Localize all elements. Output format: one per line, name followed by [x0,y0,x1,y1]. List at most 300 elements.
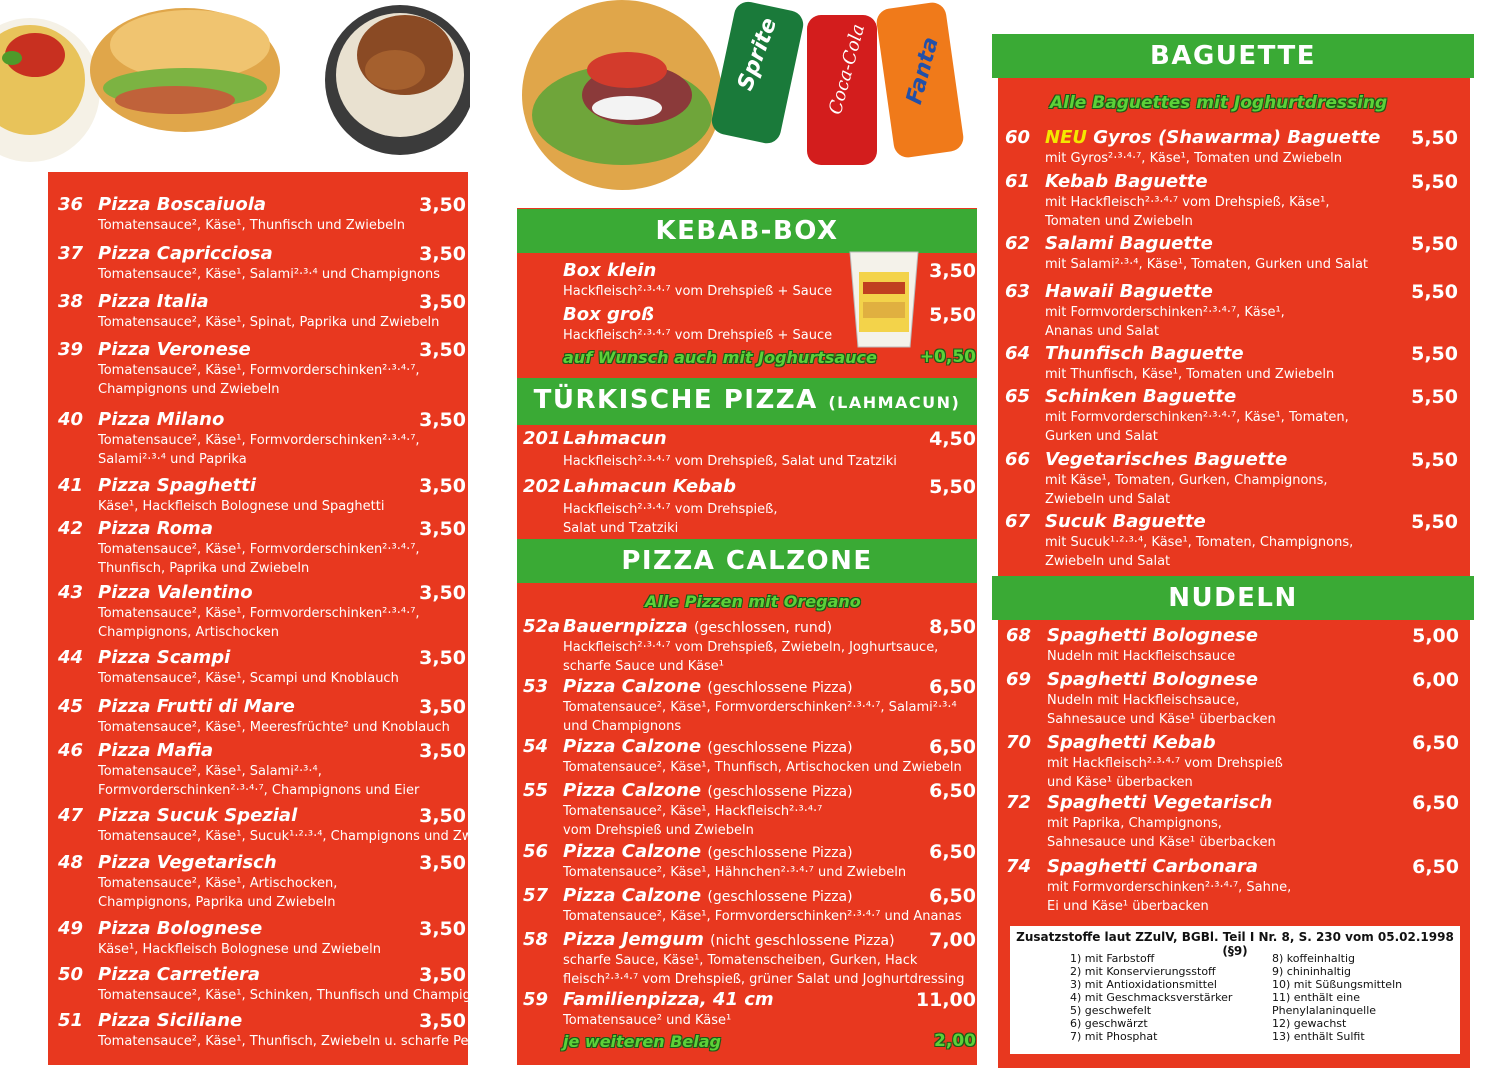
item-name: Gyros (Shawarma) Baguette [1093,127,1381,148]
item-number: 53 [523,676,549,697]
description-line: mit Käse¹, Tomaten, Gurken, Champignons, [1045,473,1328,488]
item-price: 3,50 [419,696,466,718]
item-number: 64 [1005,343,1031,364]
calzone-extra-price: 2,00 [934,1031,976,1051]
additive-entry: 5) geschwefelt [1070,1004,1152,1017]
description-line: Tomatensauce², Käse¹, Thunfisch, Artischocken und Zwiebeln [563,760,962,775]
description-line: Salami²·³·⁴ und Paprika [98,452,247,467]
item-name-wrap [1045,127,1380,148]
item-number: 69 [1006,669,1032,690]
item-name: Pizza Calzone [563,736,702,757]
item-name-wrap [98,291,209,312]
item-name: Pizza Frutti di Mare [98,696,295,717]
additive-entry: 9) chininhaltig [1272,965,1351,978]
description-line: Hackfleisch²·³·⁴·⁷ vom Drehspieß, [563,502,778,517]
item-number: 42 [58,518,84,539]
item-name: Familienpizza, 41 cm [563,989,774,1010]
item-price: 5,50 [929,476,976,498]
item-number: 74 [1006,856,1032,877]
description-line: und Käse¹ überbacken [1047,775,1193,790]
item-name: Salami Baguette [1045,233,1213,254]
item-name: Vegetarisches Baguette [1045,449,1288,470]
item-number: 47 [58,805,84,826]
item-name: Thunfisch Baguette [1045,343,1244,364]
item-description [563,802,822,840]
additives-right-list [1272,952,1402,1043]
description-line: mit Formvorderschinken²·³·⁴·⁷, Käse¹, [1045,305,1285,320]
item-name-wrap [1045,281,1213,302]
item-price: 4,50 [929,428,976,450]
item-number: 40 [58,409,84,430]
cocacola-can-image [807,15,877,165]
description-line: mit Formvorderschinken²·³·⁴·⁷, Sahne, [1047,880,1292,895]
item-description [1047,754,1283,792]
description-line: Tomatensauce², Käse¹, Salami²·³·⁴, [98,764,322,779]
item-name: Spaghetti Bolognese [1047,669,1258,690]
item-description [1047,691,1276,729]
description-line: Tomatensauce², Käse¹, Thunfisch und Zwiebeln [98,218,406,233]
item-name-wrap [98,647,230,668]
item-note: (geschlossene Pizza) [707,740,853,756]
additive-entry: 7) mit Phosphat [1070,1030,1158,1043]
additive-entry: 2) mit Konservierungsstoff [1070,965,1216,978]
description-line: Tomatensauce², Käse¹, Salami²·³·⁴ und Champignons [98,267,440,282]
item-description [1045,193,1329,231]
item-number: 61 [1005,171,1031,192]
item-description [563,282,832,301]
item-description [563,638,938,676]
item-description [1045,533,1353,571]
item-number: 43 [58,582,84,603]
description-line: Tomatensauce², Käse¹, Thunfisch, Zwiebeln u. scharfe Pe [98,1034,469,1049]
item-price: 5,50 [1411,386,1458,408]
item-description [98,940,381,959]
item-note: (geschlossene Pizza) [707,784,853,800]
item-description [563,1011,731,1030]
item-number: 56 [523,841,549,862]
additive-entry: 10) mit Süßungsmitteln [1272,978,1403,991]
item-name: Pizza Mafia [98,740,214,761]
item-price: 3,50 [419,918,466,940]
item-price: 8,50 [929,616,976,638]
kebab-box-image [845,242,923,352]
item-description [563,326,832,345]
description-line: Nudeln mit Hackfleischsauce [1047,649,1236,664]
item-name: Pizza Calzone [563,780,702,801]
description-line: Tomaten und Zwiebeln [1045,214,1193,229]
item-price: 3,50 [419,518,466,540]
item-number: 36 [58,194,84,215]
description-line: scharfe Sauce und Käse¹ [563,659,725,674]
item-price: 6,50 [1412,792,1459,814]
description-line: Ei und Käse¹ überbacken [1047,899,1209,914]
item-price: 5,50 [929,304,976,326]
item-name-wrap [98,475,256,496]
item-description [563,500,777,538]
item-number: 68 [1006,625,1032,646]
description-line: und Champignons [563,719,682,734]
item-number: 63 [1005,281,1031,302]
item-price: 5,50 [1411,343,1458,365]
item-description [98,669,399,688]
description-line: scharfe Sauce, Käse¹, Tomatenscheiben, Gurken, Hack [563,953,918,968]
description-line: Zwiebeln und Salat [1045,554,1171,569]
calzone-extra-label: je weiteren Belag [563,1032,722,1051]
food-photo-strip-left [0,0,470,170]
item-name: Pizza Veronese [98,339,251,360]
description-line: Nudeln mit Hackfleischsauce, [1047,693,1240,708]
additive-entry: 13) enthält Sulfit [1272,1030,1365,1043]
description-line: Tomatensauce², Käse¹, Formvorderschinken²·³·⁴·⁷, [98,363,420,378]
item-name-wrap [98,964,260,985]
item-description [563,452,897,471]
item-price: 3,50 [419,475,466,497]
item-name-wrap [563,841,853,862]
description-line: mit Thunfisch, Käse¹, Tomaten und Zwiebeln [1045,367,1335,382]
item-price: 6,50 [929,841,976,863]
item-name: Box groß [563,304,655,325]
description-line: Käse¹, Hackfleisch Bolognese und Zwiebeln [98,942,381,957]
description-line: Hackfleisch²·³·⁴·⁷ vom Drehspieß, Salat und Tzatziki [563,454,897,469]
item-description [1047,647,1235,666]
description-line: Tomatensauce², Käse¹, Meeresfrüchte² und Knoblauch [98,720,450,735]
item-description [98,216,405,235]
item-description [98,313,439,332]
item-number: 46 [58,740,84,761]
description-line: Tomatensauce², Käse¹, Sucuk¹·²·³·⁴, Champignons und Zw [98,829,473,844]
description-line: Gurken und Salat [1045,429,1158,444]
additive-entry: 3) mit Antioxidationsmittel [1070,978,1217,991]
description-line: Sahnesauce und Käse¹ überbacken [1047,835,1276,850]
item-description [98,986,471,1005]
item-number: 201 [523,428,561,449]
cocacola-label: Coca-Cola [824,21,870,117]
item-price: 5,50 [1411,281,1458,303]
item-price: 3,50 [419,339,466,361]
item-name-wrap [98,518,213,539]
fanta-can-image [875,1,965,159]
item-name-wrap [98,339,251,360]
description-line: Tomatensauce², Käse¹, Spinat, Paprika und Zwiebeln [98,315,440,330]
item-name-wrap [98,409,224,430]
item-name-wrap [1047,792,1272,813]
item-price: 5,50 [1411,233,1458,255]
item-name: Box klein [563,260,657,281]
item-name: Bauernpizza [563,616,688,637]
item-price: 3,50 [419,852,466,874]
item-description [98,431,420,469]
item-name: Pizza Capricciosa [98,243,273,264]
kebab-box-title: KEBAB-BOX [655,216,839,246]
sprite-can-image [709,0,806,146]
item-price: 5,50 [1411,171,1458,193]
item-name: Spaghetti Carbonara [1047,856,1259,877]
item-name-wrap [563,476,736,497]
item-description [563,907,962,926]
item-note: (geschlossene Pizza) [707,889,853,905]
item-number: 67 [1005,511,1031,532]
description-line: Tomatensauce² und Käse¹ [563,1013,732,1028]
description-line: mit Sucuk¹·²·³·⁴, Käse¹, Tomaten, Champignons, [1045,535,1354,550]
item-note: (geschlossene Pizza) [707,845,853,861]
item-name: Pizza Boscaiuola [98,194,267,215]
description-line: mit Hackfleisch²·³·⁴·⁷ vom Drehspieß [1047,756,1283,771]
baguette-header [992,34,1474,78]
item-name-wrap [98,582,253,603]
description-line: Tomatensauce², Käse¹, Formvorderschinken²·³·⁴·⁷ und Ananas [563,909,962,924]
item-price: 3,50 [419,582,466,604]
item-description [1047,814,1276,852]
item-number: 45 [58,696,84,717]
item-price: 3,50 [929,260,976,282]
turkish-pizza-title: TÜRKISCHE PIZZA [533,385,818,415]
item-name-wrap [1045,233,1213,254]
item-name: Schinken Baguette [1045,386,1237,407]
turkish-pizza-subtitle: (LAHMACUN) [828,393,961,412]
item-name: Spaghetti Kebab [1047,732,1216,753]
description-line: Tomatensauce², Käse¹, Hackfleisch²·³·⁴·⁷ [563,804,823,819]
item-number: 57 [523,885,549,906]
pizza-menu-panel [48,172,473,1065]
description-line: Tomatensauce², Käse¹, Formvorderschinken²·³·⁴·⁷, Salami²·³·⁴ [563,700,957,715]
item-name: Pizza Scampi [98,647,231,668]
item-number: 39 [58,339,84,360]
item-description [1045,471,1328,509]
item-price: 3,50 [419,964,466,986]
item-number: 49 [58,918,84,939]
calzone-header [517,539,977,583]
calzone-note: Alle Pizzen mit Oregano [645,592,861,611]
description-line: Zwiebeln und Salat [1045,492,1171,507]
item-name-wrap [98,696,295,717]
item-number: 59 [523,989,549,1010]
item-description [563,863,906,882]
item-description [98,762,419,800]
description-line: Tomatensauce², Käse¹, Formvorderschinken²·³·⁴·⁷, [98,433,420,448]
item-price: 6,50 [1412,732,1459,754]
item-number: 62 [1005,233,1031,254]
item-price: 6,50 [929,736,976,758]
item-name-wrap [563,676,853,697]
item-price: 11,00 [915,989,976,1011]
item-description [1045,255,1368,274]
item-name: Pizza Calzone [563,885,702,906]
item-name-wrap [98,740,213,761]
nudeln-title: NUDELN [1168,583,1298,613]
description-line: mit Formvorderschinken²·³·⁴·⁷, Käse¹, Tomaten, [1045,410,1349,425]
item-name-wrap [563,304,654,325]
item-price: 3,50 [419,291,466,313]
item-price: 6,50 [929,885,976,907]
item-number: 58 [523,929,549,950]
item-name: Pizza Italia [98,291,209,312]
item-name: Pizza Calzone [563,841,702,862]
item-description [98,718,450,737]
item-description [1045,303,1285,341]
item-description [563,951,965,989]
item-name-wrap [1047,669,1258,690]
item-name-wrap [563,929,895,950]
food-photo-strip-middle [517,0,977,205]
item-price: 3,50 [419,1010,466,1032]
item-description [98,827,472,846]
item-name-wrap [1045,511,1206,532]
description-line: vom Drehspieß und Zwiebeln [563,823,754,838]
item-name-wrap [1045,449,1287,470]
item-description [563,698,957,736]
item-note: (geschlossen, rund) [694,620,833,636]
item-number: 41 [58,475,84,496]
item-name: Pizza Roma [98,518,213,539]
item-name: Lahmacun Kebab [563,476,736,497]
description-line: Ananas und Salat [1045,324,1159,339]
item-description [98,604,420,642]
item-name: Hawaii Baguette [1045,281,1213,302]
description-line: mit Paprika, Champignons, [1047,816,1222,831]
description-line: Thunfisch, Paprika und Zwiebeln [98,561,310,576]
additive-entry: Phenylalaninquelle [1272,1004,1377,1017]
new-badge: NEU [1045,127,1087,148]
item-name-wrap [1047,856,1258,877]
description-line: Hackfleisch²·³·⁴·⁷ vom Drehspieß + Sauce [563,328,833,343]
calzone-title: PIZZA CALZONE [621,546,873,576]
item-name: Pizza Siciliane [98,1010,243,1031]
item-description [563,758,962,777]
description-line: fleisch²·³·⁴·⁷ vom Drehspieß, grüner Salat und Joghurtdressing [563,972,965,987]
item-note: (geschlossene Pizza) [707,680,853,696]
item-number: 51 [58,1010,84,1031]
item-name-wrap [1045,386,1236,407]
baguette-title: BAGUETTE [1150,41,1316,71]
item-description [98,265,440,284]
item-price: 3,50 [419,805,466,827]
item-name-wrap [563,885,853,906]
item-price: 5,50 [1411,449,1458,471]
additive-entry: 8) koffeinhaltig [1272,952,1355,965]
fanta-label: Fanta [902,34,944,107]
item-name-wrap [563,428,667,449]
additive-entry: 11) enthält eine [1272,991,1360,1004]
item-price: 3,50 [419,740,466,762]
item-number: 54 [523,736,549,757]
item-name-wrap [563,780,853,801]
item-name-wrap [563,260,656,281]
item-price: 6,50 [929,676,976,698]
item-name: Pizza Spaghetti [98,475,257,496]
item-number: 65 [1005,386,1031,407]
description-line: Champignons und Zwiebeln [98,382,280,397]
item-description [1047,878,1291,916]
item-name-wrap [98,852,277,873]
description-line: Hackfleisch²·³·⁴·⁷ vom Drehspieß, Zwiebeln, Joghurtsauce, [563,640,939,655]
item-description [1045,408,1349,446]
item-name-wrap [98,1010,242,1031]
sprite-label: Sprite [732,14,783,94]
item-number: 50 [58,964,84,985]
item-number: 44 [58,647,84,668]
item-name-wrap [98,243,273,264]
item-number: 60 [1005,127,1031,148]
description-line: Tomatensauce², Käse¹, Artischocken, [98,876,338,891]
item-number: 72 [1006,792,1032,813]
description-line: Tomatensauce², Käse¹, Formvorderschinken²·³·⁴·⁷, [98,606,420,621]
additive-entry: 1) mit Farbstoff [1070,952,1155,965]
item-name-wrap [1045,171,1208,192]
item-note: (nicht geschlossene Pizza) [710,933,895,949]
description-line: Sahnesauce und Käse¹ überbacken [1047,712,1276,727]
item-price: 6,50 [1412,856,1459,878]
item-description [98,1032,468,1051]
item-number: 48 [58,852,84,873]
item-price: 3,50 [419,243,466,265]
additives-left-list [1070,952,1232,1043]
item-description [98,497,384,516]
description-line: Champignons, Artischocken [98,625,280,640]
item-number: 70 [1006,732,1032,753]
item-price: 5,00 [1412,625,1459,647]
item-name: Spaghetti Bolognese [1047,625,1258,646]
description-line: Tomatensauce², Käse¹, Schinken, Thunfisch und Champig [98,988,471,1003]
item-price: 3,50 [419,409,466,431]
item-price: 5,50 [1411,511,1458,533]
kebab-box-extra-price: +0,50 [919,347,976,367]
item-name-wrap [563,736,853,757]
description-line: Tomatensauce², Käse¹, Hähnchen²·³·⁴·⁷ und Zwiebeln [563,865,907,880]
item-name-wrap [98,194,266,215]
description-line: mit Gyros²·³·⁴·⁷, Käse¹, Tomaten und Zwiebeln [1045,151,1342,166]
item-number: 202 [523,476,561,497]
item-description [1045,149,1342,168]
item-name-wrap [1047,732,1216,753]
description-line: Formvorderschinken²·³·⁴·⁷, Champignons und Eier [98,783,420,798]
baguette-note: Alle Baguettes mit Joghurtdressing [1050,93,1388,113]
item-name: Lahmacun [563,428,667,449]
description-line: Käse¹, Hackfleisch Bolognese und Spaghetti [98,499,385,514]
description-line: Tomatensauce², Käse¹, Formvorderschinken²·³·⁴·⁷, [98,542,420,557]
description-line: mit Hackfleisch²·³·⁴·⁷ vom Drehspieß, Käse¹, [1045,195,1330,210]
item-name: Pizza Bolognese [98,918,263,939]
item-price: 3,50 [419,647,466,669]
item-name-wrap [98,918,262,939]
item-description [98,874,337,912]
description-line: Champignons, Paprika und Zwiebeln [98,895,336,910]
item-name: Pizza Milano [98,409,225,430]
item-number: 66 [1005,449,1031,470]
item-name: Pizza Calzone [563,676,702,697]
item-number: 55 [523,780,549,801]
item-description [1045,365,1334,384]
item-description [98,540,420,578]
description-line: mit Salami²·³·⁴, Käse¹, Tomaten, Gurken und Salat [1045,257,1369,272]
item-name-wrap [98,805,297,826]
additives-title: Zusatzstoffe laut ZZulV, BGBl. Teil I Nr. 8, S. 230 vom 05.02.1998 (§9) [1016,930,1454,958]
item-description [98,361,420,399]
kebab-box-extra-label: auf Wunsch auch mit Joghurtsauce [563,348,877,367]
item-price: 6,00 [1412,669,1459,691]
item-number: 38 [58,291,84,312]
item-name: Kebab Baguette [1045,171,1208,192]
item-name: Spaghetti Vegetarisch [1047,792,1273,813]
item-name: Pizza Jemgum [563,929,704,950]
item-name-wrap [563,616,832,637]
description-line: Salat und Tzatziki [563,521,679,536]
item-price: 5,50 [1411,127,1458,149]
description-line: Hackfleisch²·³·⁴·⁷ vom Drehspieß + Sauce [563,284,833,299]
item-name-wrap [563,989,774,1010]
item-name-wrap [1047,625,1258,646]
turkish-pizza-header [517,378,977,425]
description-line: Tomatensauce², Käse¹, Scampi und Knoblauch [98,671,399,686]
